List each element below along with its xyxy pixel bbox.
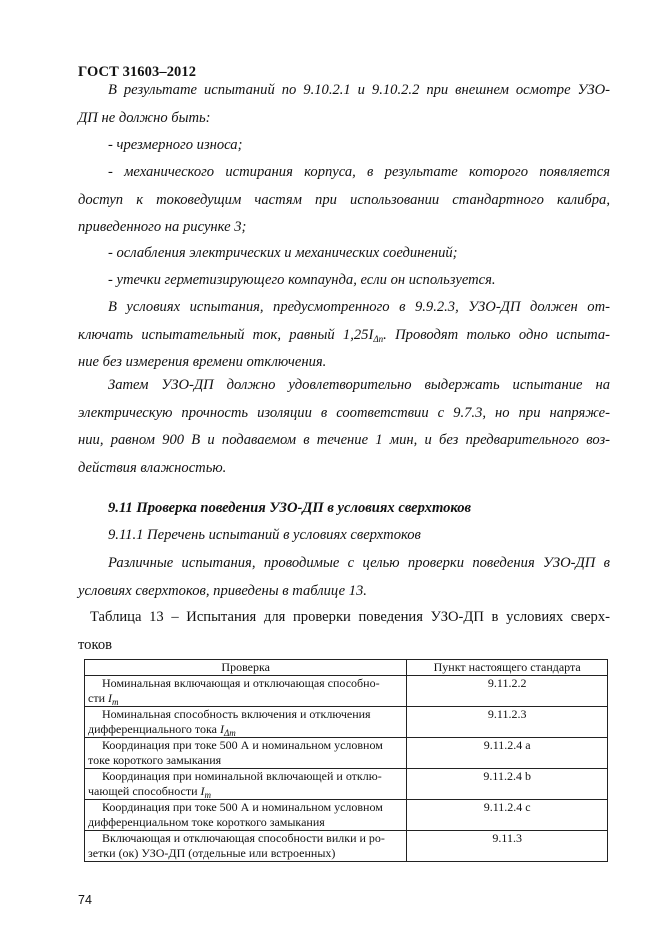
table-row (85, 738, 608, 769)
text-fragment: ключать испытательный ток, равный 1,25 (78, 326, 369, 343)
text-line: ние без измерения времени отключения. (78, 354, 327, 370)
text-line: ДП не должно быть: (78, 109, 211, 126)
page-number: 74 (78, 893, 92, 907)
table-caption (78, 604, 610, 659)
text-line: действия влажностью. (78, 459, 227, 476)
text-line: - механического истирания корпуса, в результате которого появляется (108, 164, 610, 180)
text-line: В условиях испытания, предусмотренного в 9.9.2.3, УЗО-ДП должен от- (108, 299, 610, 315)
paragraph-dielectric-test (78, 372, 610, 482)
text-line: доступ к токоведущим частям при использовании стандартного калибра, (78, 191, 610, 208)
cell-text: чающей способности (88, 784, 198, 798)
cell-text: зетки (ок) УЗО-ДП (отдельные или встроенных) (88, 846, 336, 860)
cell-text: Номинальная включающая и отключающая способно- (102, 676, 380, 690)
paragraph-test-condition (78, 294, 610, 377)
text-line: нии, равном 900 В и подаваемом в течение 1 мин, и без предварительного воз- (78, 432, 610, 448)
cell-check (85, 676, 407, 707)
text-line: приведенного на рисунке 3; (78, 219, 247, 235)
text-fragment: . Проводят только одно испыта- (383, 326, 610, 343)
cell-clause: 9.11.2.4 с (407, 800, 608, 831)
current-subscript: Δn (373, 333, 384, 344)
cell-text: дифференциальном токе короткого замыкания (88, 815, 325, 829)
cell-text: сти (88, 691, 105, 705)
text-line: - ослабления электрических и механических соединений; (108, 245, 458, 261)
text-line: электрическую прочность изоляции в соответствии с 9.7.3, но при напряже- (78, 404, 610, 421)
table-row (85, 800, 608, 831)
paragraph-item-abrasion (78, 159, 610, 242)
paragraph-item-connections (78, 240, 610, 268)
cell-check (85, 707, 407, 738)
caption-line: Таблица 13 – Испытания для проверки поведения УЗО-ДП в условиях сверх- (90, 609, 610, 625)
cell-check (85, 831, 407, 862)
current-subscript: m (112, 697, 119, 707)
text-line: - утечки герметизирующего компаунда, если он используется. (108, 272, 496, 288)
paragraph-item-compound (78, 267, 610, 295)
cell-text: Координация при токе 500 А и номинальном условном (102, 800, 383, 814)
current-symbol: I (368, 326, 374, 343)
current-symbol: I (219, 722, 224, 736)
paragraph-inspection-results (78, 77, 610, 132)
current-symbol: I (108, 691, 112, 705)
cell-clause: 9.11.2.2 (407, 676, 608, 707)
cell-check (85, 738, 407, 769)
cell-clause: 9.11.3 (407, 831, 608, 862)
caption-line: токов (78, 636, 113, 653)
cell-text: Номинальная способность включения и отключения (102, 707, 371, 721)
text-line: Затем УЗО-ДП должно удовлетворительно выдержать испытание на (108, 377, 610, 393)
overcurrent-tests-table (84, 659, 608, 862)
cell-text: токе короткого замыкания (88, 753, 222, 767)
subsection-heading (78, 522, 610, 550)
cell-text: дифференциального тока (88, 722, 217, 736)
table-row (85, 676, 608, 707)
column-header-clause: Пункт настоящего стандарта (407, 660, 608, 676)
text-line: условиях сверхтоков, приведены в таблице 13. (78, 582, 367, 599)
document-header: ГОСТ 31603–2012 (78, 64, 197, 80)
table-header-row (85, 660, 608, 676)
section-heading (78, 495, 610, 523)
paragraph-item-wear (78, 132, 610, 160)
text-line: Различные испытания, проводимые с целью проверки поведения УЗО-ДП в (108, 555, 610, 571)
cell-clause: 9.11.2.4 b (407, 769, 608, 800)
text-line-current (78, 322, 610, 350)
text-line: - чрезмерного износа; (108, 137, 243, 153)
cell-text: Координация при номинальной включающей и отклю- (102, 769, 382, 783)
cell-check (85, 769, 407, 800)
cell-clause: 9.11.2.4 а (407, 738, 608, 769)
heading-text: 9.11.1 Перечень испытаний в условиях сверхтоков (108, 527, 421, 543)
table-row (85, 831, 608, 862)
heading-text: 9.11 Проверка поведения УЗО-ДП в условиях сверхтоков (108, 500, 472, 516)
cell-check (85, 800, 407, 831)
table-row (85, 769, 608, 800)
text-line: В результате испытаний по 9.10.2.1 и 9.10.2.2 при внешнем осмотре УЗО- (108, 82, 610, 98)
paragraph-section-intro (78, 550, 610, 605)
column-header-check: Проверка (85, 660, 407, 676)
current-symbol: I (200, 784, 205, 798)
table-row (85, 707, 608, 738)
current-subscript: Δm (223, 728, 236, 738)
cell-text: Включающая и отключающая способности вилки и ро- (102, 831, 385, 845)
current-subscript: m (204, 790, 212, 800)
cell-clause: 9.11.2.3 (407, 707, 608, 738)
cell-text: Координация при токе 500 А и номинальном условном (102, 738, 383, 752)
